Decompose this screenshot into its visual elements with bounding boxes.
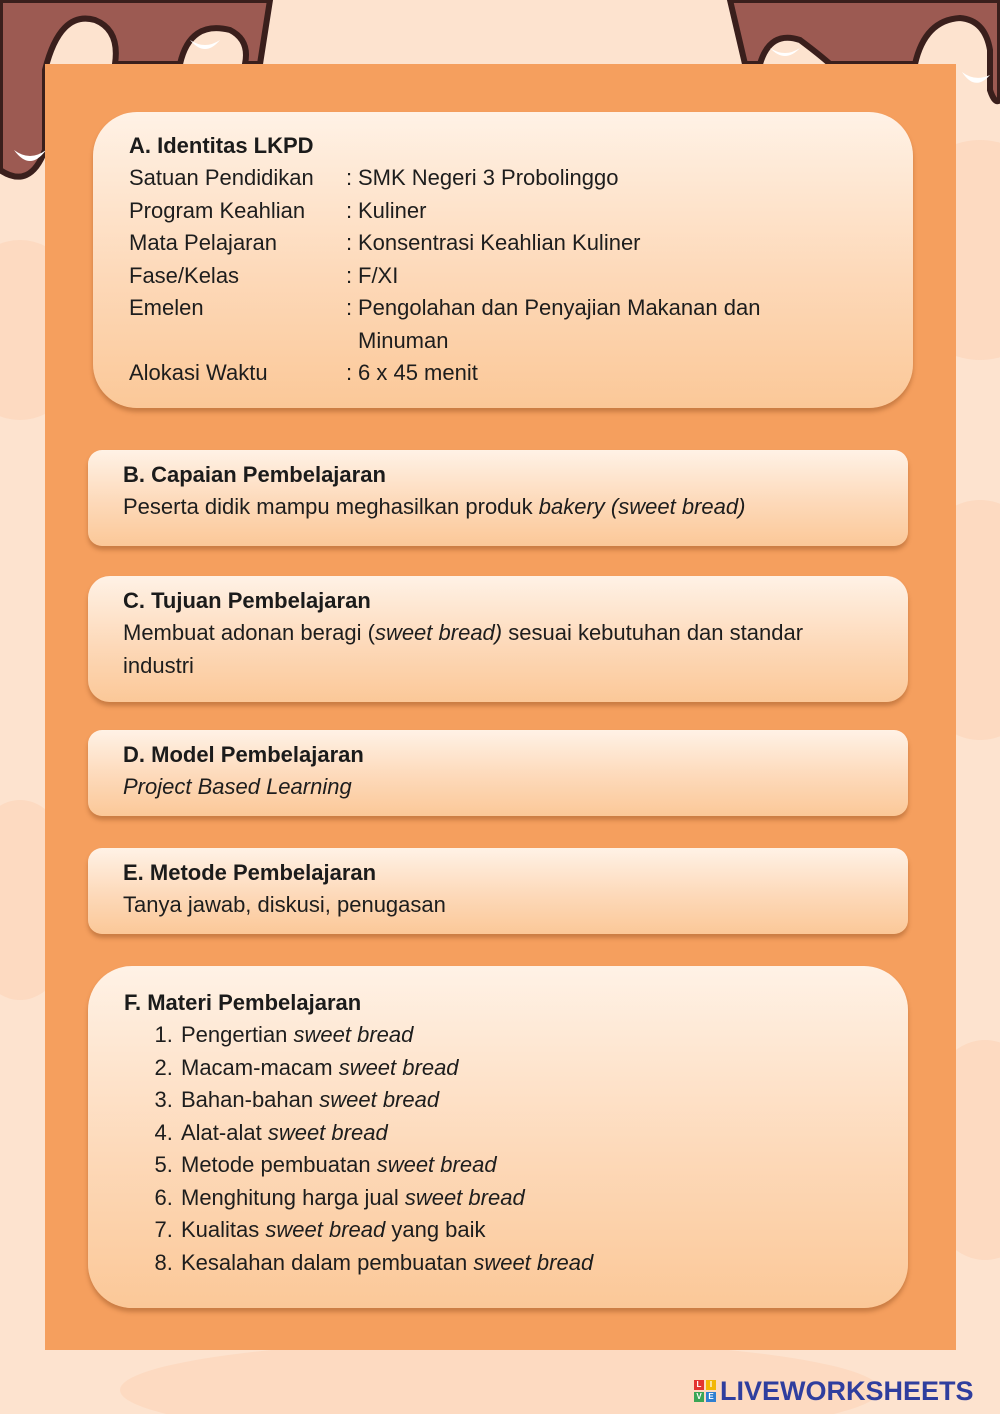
identity-separator: : [346,360,353,385]
capaian-text [123,491,908,524]
identity-row [129,260,913,293]
identity-row [129,195,913,228]
identity-row [129,227,913,260]
identity-row [129,292,913,357]
materi-list [124,1019,908,1279]
list-item [179,1182,908,1215]
logo-letter: L [694,1380,704,1390]
item-italic: sweet bread [293,1022,414,1047]
model-title: D. Model Pembelajaran [123,742,364,767]
identity-value: Konsentrasi Keahlian Kuliner [358,230,641,255]
item-italic: sweet bread [376,1152,497,1177]
item-italic: sweet bread [404,1184,525,1210]
identity-row [129,162,913,195]
identity-separator: : [346,165,353,190]
capaian-title: B. Capaian Pembelajaran [123,462,386,487]
capaian-text-plain: Peserta didik mampu meghasilkan produk [123,494,539,519]
logo-letter: E [706,1392,716,1402]
identity-value: 6 x 45 menit [358,360,478,385]
item-text: Macam-macam [181,1054,339,1080]
item-text: Kualitas [181,1217,266,1242]
list-item [179,1117,908,1150]
identity-separator: : [346,230,353,255]
identity-label: Alokasi Waktu [129,360,268,385]
liveworksheets-logo-icon [694,1380,716,1402]
tujuan-text-after: sesuai kebutuhan dan standar industri [123,620,804,678]
item-text: Bahan-bahan [181,1087,320,1112]
item-italic: sweet bread [319,1087,440,1112]
liveworksheets-logo[interactable] [694,1376,974,1406]
item-text: Alat-alat [181,1119,268,1145]
logo-letter: V [694,1392,704,1402]
identity-separator: : [346,197,353,223]
item-text: Kesalahan dalam pembuatan [181,1249,474,1275]
identity-separator: : [346,262,353,288]
identity-value: Pengolahan dan Penyajian Makanan dan Minuman [358,295,761,353]
identity-label: Satuan Pendidikan [129,165,314,190]
list-item [179,1149,908,1182]
list-item [179,1084,908,1117]
capaian-card [88,450,908,546]
identity-value: Kuliner [358,197,427,223]
identity-label: Mata Pelajaran [129,230,277,255]
identity-value: SMK Negeri 3 Probolinggo [358,165,619,190]
identity-label: Emelen [129,295,204,320]
tujuan-text [123,617,813,682]
materi-card [88,966,908,1308]
item-italic: sweet bread [473,1249,594,1275]
list-item [179,1247,908,1280]
item-text: Metode pembuatan [181,1152,377,1177]
materi-title: F. Materi Pembelajaran [124,990,362,1015]
metode-title: E. Metode Pembelajaran [123,860,377,885]
identity-value: F/XI [358,262,399,288]
identity-separator: : [346,295,353,320]
item-italic: sweet bread [338,1054,459,1080]
model-text-italic: Project Based Learning [123,774,352,799]
item-italic: sweet bread [267,1119,388,1145]
identity-label: Fase/Kelas [129,262,240,288]
metode-card [88,848,908,934]
identity-title: A. Identitas LKPD [129,133,314,158]
item-text: Pengertian [181,1022,294,1047]
item-text-after: yang baik [385,1217,486,1242]
tujuan-card [88,576,908,702]
identity-card [93,112,913,408]
tujuan-text-before: Membuat adonan beragi ( [123,620,375,645]
identity-label: Program Keahlian [129,197,306,223]
identity-row [129,357,913,390]
model-card [88,730,908,816]
model-text [123,771,908,804]
tujuan-title: C. Tujuan Pembelajaran [123,588,371,613]
list-item [179,1052,908,1085]
metode-text: Tanya jawab, diskusi, penugasan [123,892,446,917]
tujuan-text-italic: sweet bread) [374,620,503,645]
capaian-text-italic: bakery (sweet bread) [538,494,746,519]
logo-letter: I [706,1380,716,1390]
brand-name: LIVEWORKSHEETS [720,1375,974,1406]
item-text: Menghitung harga jual [181,1184,405,1210]
list-item [179,1019,908,1052]
item-italic: sweet bread [265,1217,386,1242]
list-item [179,1214,908,1247]
